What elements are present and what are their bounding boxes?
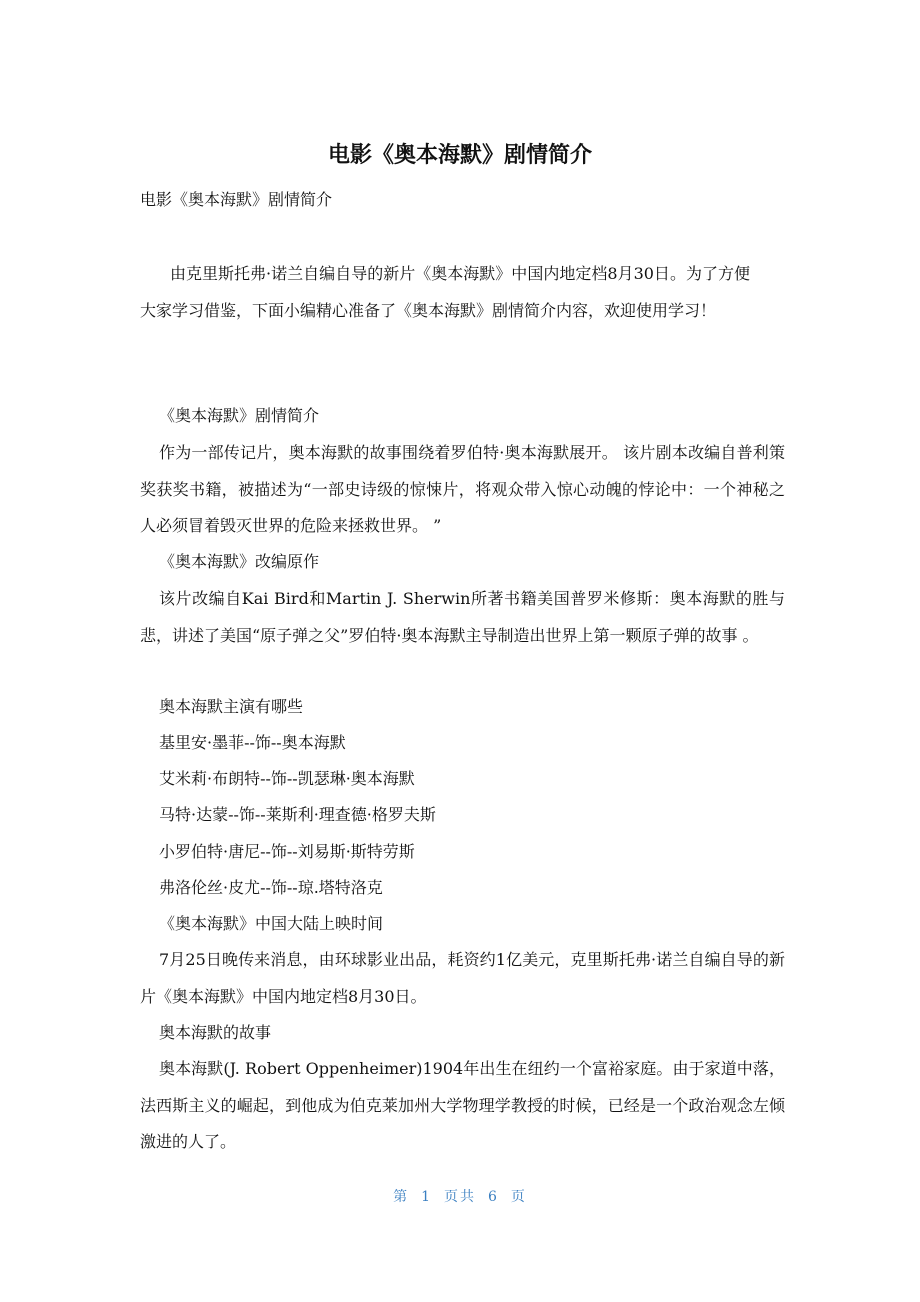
story-paragraph: 奥本海默(J. Robert Oppenheimer)1904年出生在纽约一个富裕家庭。由于家道中落，法西斯主义的崛起，到他成为伯克莱加州大学物理学教授的时候，已经是一个政治观念左倾激进的人了。 xyxy=(140,1059,785,1151)
release-paragraph: 7月25日晚传来消息，由环球影业出品，耗资约1亿美元，克里斯托弗·诺兰自编自导的新片《奥本海默》中国内地定档8月30日。 xyxy=(140,950,785,1006)
cast-item: 艾米莉·布朗特--饰--凯瑟琳·奥本海默 xyxy=(159,769,415,788)
cast-item: 马特·达蒙--饰--莱斯利·理查德·格罗夫斯 xyxy=(159,805,436,824)
document-title: 电影《奥本海默》剧情简介 xyxy=(327,143,592,168)
page-label-suffix: 页 xyxy=(510,1189,527,1205)
total-pages: 6 xyxy=(488,1189,499,1205)
heading-source: 《奥本海默》改编原作 xyxy=(159,552,320,571)
page-number: 1 xyxy=(421,1189,432,1205)
heading-cast: 奥本海默主演有哪些 xyxy=(159,697,304,716)
cast-item: 基里安·墨菲--饰--奥本海默 xyxy=(159,733,346,752)
heading-plot: 《奥本海默》剧情简介 xyxy=(159,406,320,425)
document-subtitle: 电影《奥本海默》剧情简介 xyxy=(140,190,333,209)
cast-item: 弗洛伦丝·皮尤--饰--琼.塔特洛克 xyxy=(159,878,383,897)
page-label-mid: 页共 xyxy=(444,1189,476,1205)
source-paragraph: 该片改编自Kai Bird和Martin J. Sherwin所著书籍美国普罗米修斯：奥本海默的胜与悲，讲述了美国“原子弹之父”罗伯特·奥本海默主导制造出世界上第一颗原子弹的故事 。 xyxy=(140,589,785,645)
cast-item: 小罗伯特·唐尼--饰--刘易斯·斯特劳斯 xyxy=(159,842,415,861)
plot-paragraph: 作为一部传记片，奥本海默的故事围绕着罗伯特·奥本海默展开。 该片剧本改编自普利策奖获奖书籍，被描述为“一部史诗级的惊悚片，将观众带入惊心动魄的悖论中：一个神秘之人必须冒着毁灭世界的危险来拯救世界。 ” xyxy=(140,443,785,535)
heading-story: 奥本海默的故事 xyxy=(159,1023,272,1042)
intro-paragraph: 由克里斯托弗·诺兰自编自导的新片《奥本海默》中国内地定档8月30日。为了方便大家学习借鉴，下面小编精心准备了《奥本海默》剧情简介内容，欢迎使用学习！ xyxy=(140,264,750,320)
page-footer xyxy=(0,1186,920,1206)
heading-release: 《奥本海默》中国大陆上映时间 xyxy=(159,914,384,933)
page-label-prefix: 第 xyxy=(393,1189,410,1205)
